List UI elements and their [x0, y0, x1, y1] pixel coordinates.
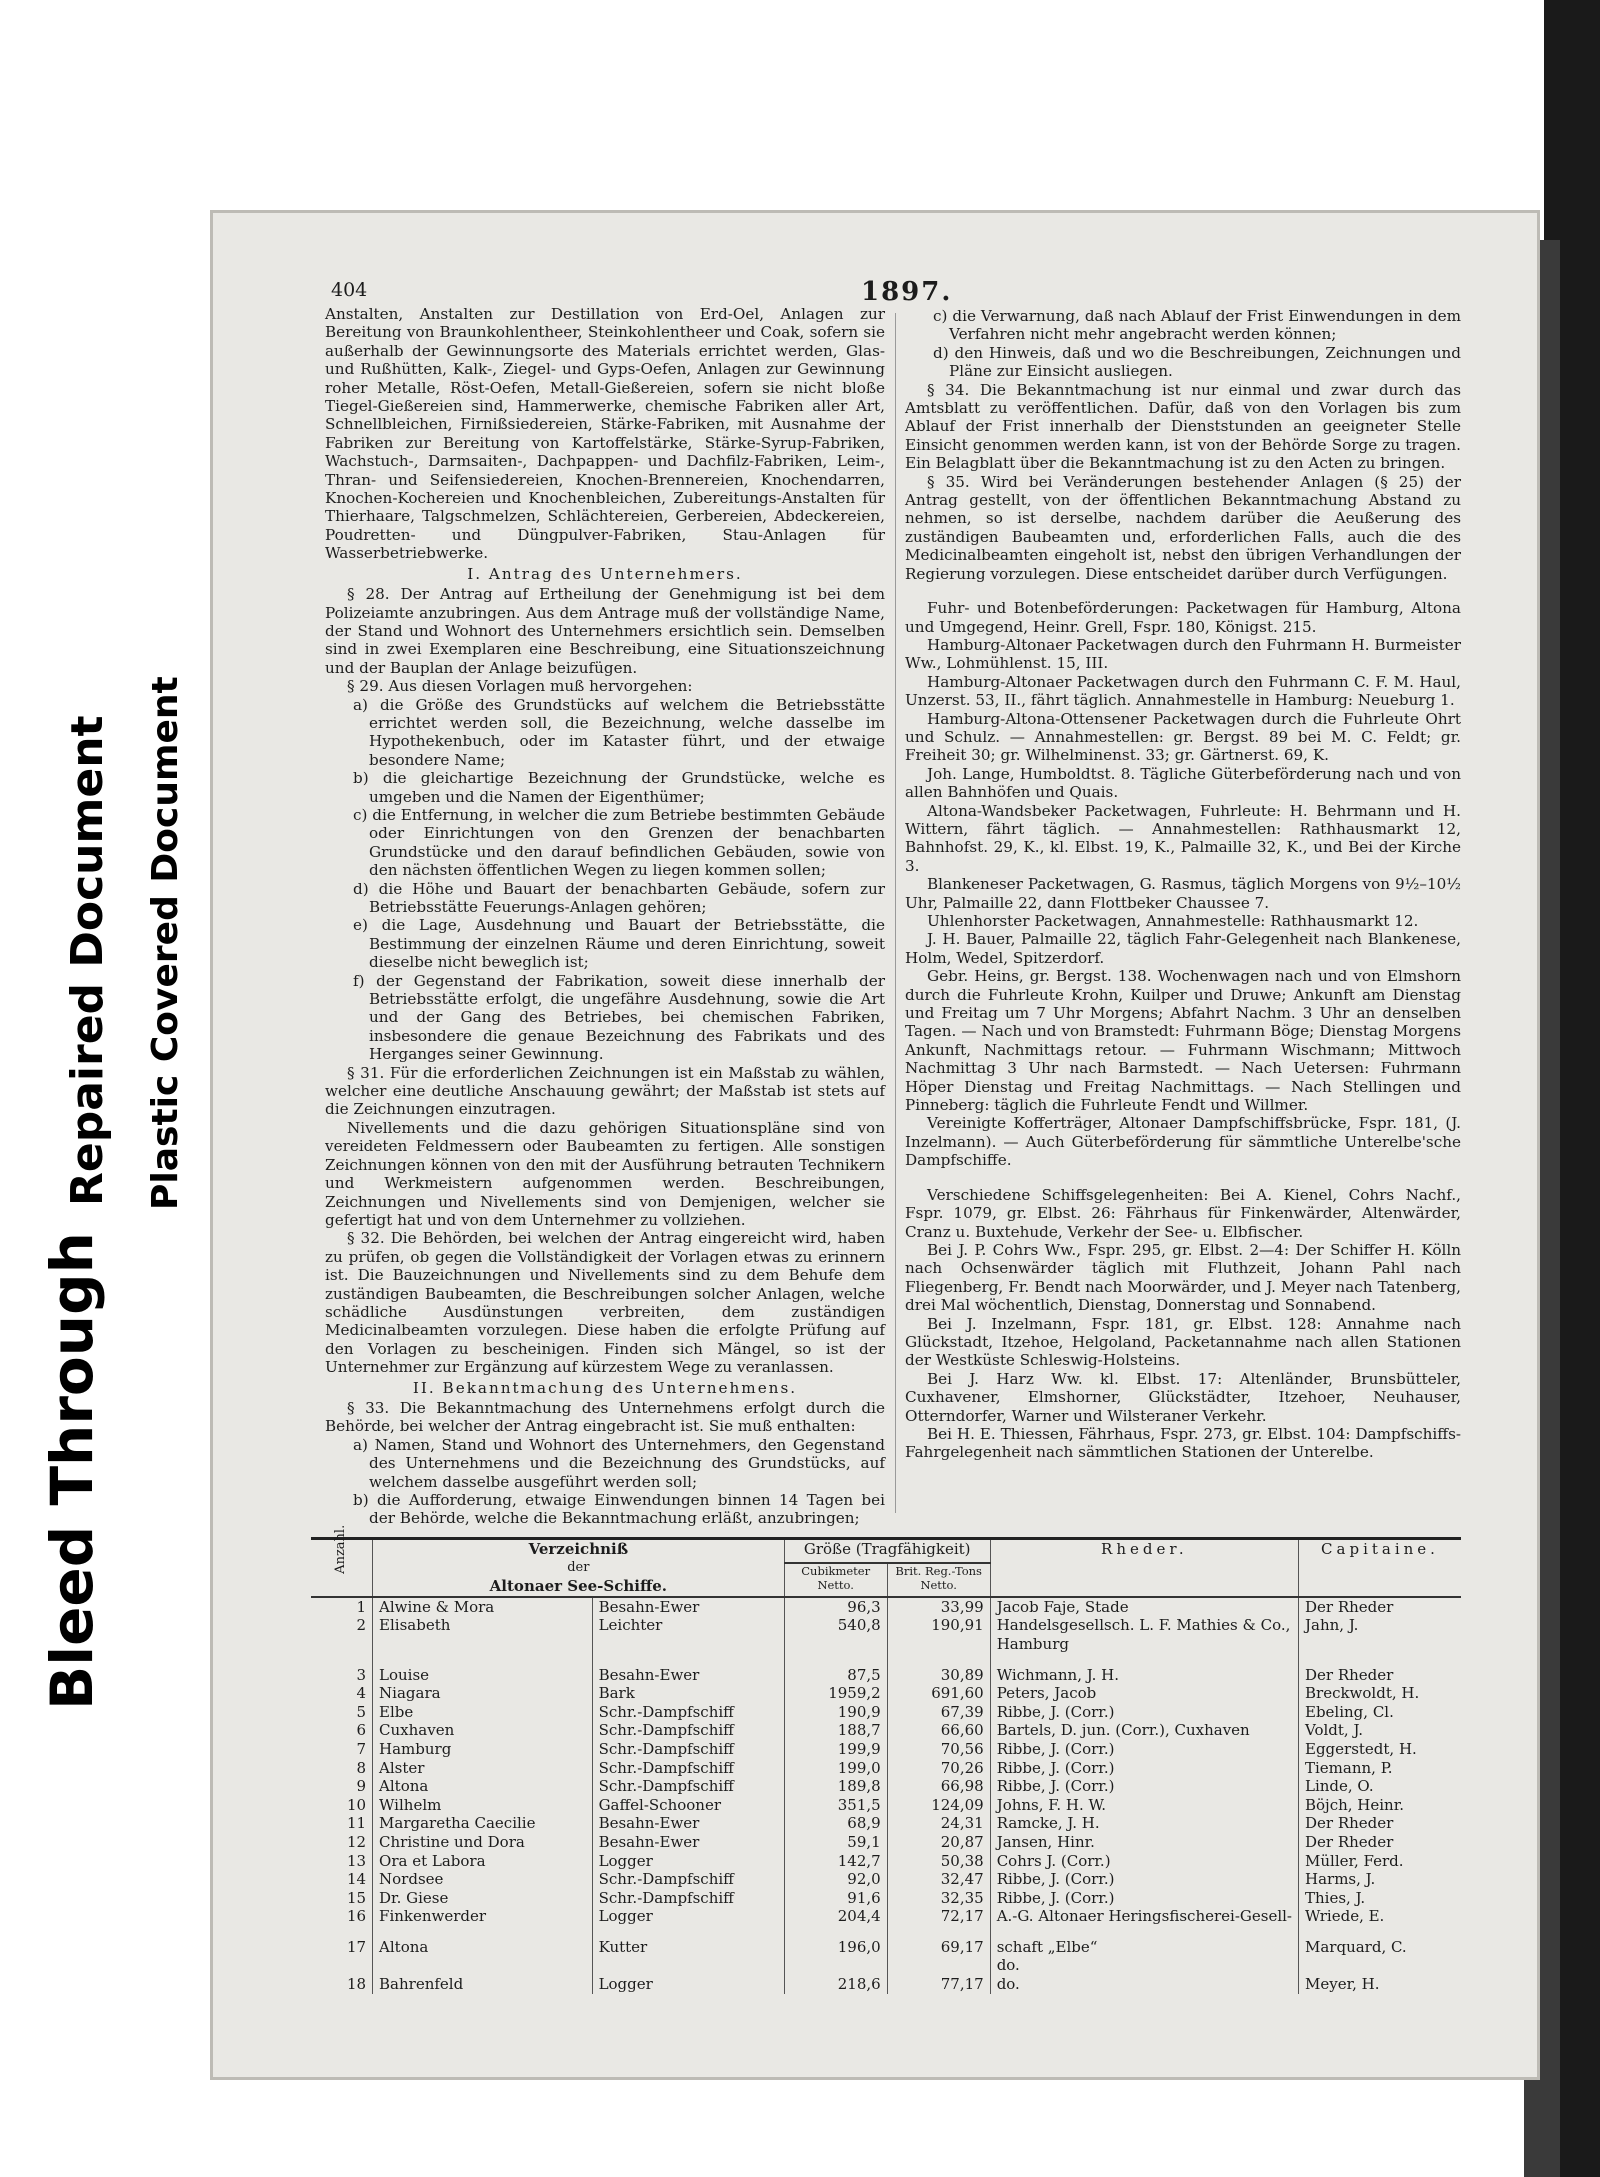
ship-name: Alster	[373, 1759, 593, 1778]
owner-name: Wichmann, J. H.	[990, 1654, 1298, 1685]
paragraph: § 28. Der Antrag auf Ertheilung der Genehmigung ist bei dem Polizeiamte anzubringen. Aus dem Antrage muß der vollständige Name, der Stand und Wohnort des Unternehmers ersichtlich sein. Demselben sind in zwei Exemplaren eine Beschreibung, eine Situationszeichnung und der Bauplan der Anlage beizufügen.	[325, 585, 885, 677]
paragraph: § 29. Aus diesen Vorlagen muß hervorgehen:	[347, 677, 693, 696]
table-row	[311, 1833, 1461, 1852]
tons-value: 33,99	[887, 1597, 990, 1617]
list-item: a) die Größe des Grundstücks auf welchem die Betriebsstätte errichtet werden soll, die Bezeichnung, welche dasselbe im Hypothekenbuch, oder im Kataster führt, und der etwaige besondere Name;	[353, 695, 885, 769]
ship-name: Hamburg	[373, 1740, 593, 1759]
transport-paragraph: Fuhr- und Botenbeförderungen: Packetwagen für Hamburg, Altona und Umgegend, Heinr. Grell, Fspr. 180, Königst. 215.	[905, 599, 1461, 636]
ship-name: Elbe	[373, 1703, 593, 1722]
owner-name-cont: Hamburg	[996, 1634, 1069, 1653]
header-registry-title: Verzeichniß der Altonaer See-Schiffe.	[373, 1539, 785, 1597]
ship-type: Logger	[592, 1975, 784, 1994]
captain-name: Linde, O.	[1299, 1777, 1462, 1796]
tons-value: 190,91	[887, 1616, 990, 1653]
ship-name: Finkenwerder	[373, 1907, 593, 1926]
cubic-value: 1959,2	[784, 1684, 887, 1703]
table-row	[311, 1721, 1461, 1740]
owner-name-cont: do.	[996, 1956, 1020, 1975]
list-item: c) die Verwarnung, daß nach Ablauf der Frist Einwendungen in dem Verfahren nicht mehr angebracht werden können;	[933, 307, 1461, 344]
table-row	[311, 1703, 1461, 1722]
table-row	[311, 1777, 1461, 1796]
cubic-value: 190,9	[784, 1703, 887, 1722]
tons-value: 66,60	[887, 1721, 990, 1740]
table-row	[311, 1796, 1461, 1815]
list-item: b) die Aufforderung, etwaige Einwendungen binnen 14 Tagen bei der Behörde, welche die Bekanntmachung erläßt, anzubringen;	[353, 1491, 885, 1528]
owner-name: A.-G. Altonaer Heringsfischerei-Gesell-	[990, 1907, 1298, 1926]
table-row	[311, 1852, 1461, 1871]
row-number: 3	[356, 1665, 367, 1684]
header-size: Größe (Tragfähigkeit)	[784, 1539, 990, 1563]
header-tons: Brit. Reg.-Tons Netto.	[887, 1563, 990, 1597]
owner-name: Johns, F. H. W.	[990, 1796, 1298, 1815]
row-number: 1	[356, 1597, 367, 1616]
captain-name: Meyer, H.	[1299, 1975, 1462, 1994]
list-item: a) Namen, Stand und Wohnort des Unternehmers, den Gegenstand des Unternehmens und die Bezeichnung des Grundstücks, auf welchem dasselbe ausgeführt werden soll;	[353, 1435, 885, 1491]
table-row	[311, 1654, 1461, 1685]
ship-name: Wilhelm	[373, 1796, 593, 1815]
row-number: 15	[346, 1888, 367, 1907]
owner-name: Ribbe, J. (Corr.)	[990, 1777, 1298, 1796]
section-heading: II. Bekanntmachung des Unternehmens.	[412, 1378, 798, 1397]
ship-paragraph: Bei J. P. Cohrs Ww., Fspr. 295, gr. Elbst. 2—4: Der Schiffer H. Kölln nach Ochsenwärder täglich mit Fluthzeit, Johann Pahl nach Fliegenberg, Fr. Bendt nach Moorwärder, und J. Meyer nach Tatenberg, drei Mal wöchentlich, Dienstag, Donnerstag und Sonnabend.	[905, 1240, 1461, 1315]
transport-paragraph: Hamburg-Altonaer Packetwagen durch den Fuhrmann C. F. M. Haul, Unzerst. 53, II., fährt täglich. Annahmestelle in Hamburg: Neueburg 1.	[905, 672, 1461, 710]
list-item: e) die Lage, Ausdehnung und Bauart der Betriebsstätte, die Bestimmung der einzelnen Räume und deren Einrichtung, soweit dieselbe nicht beweglich ist;	[353, 916, 885, 972]
ship-type: Besahn-Ewer	[592, 1597, 784, 1617]
transport-paragraph: Altona-Wandsbeker Packetwagen, Fuhrleute: H. Behrmann und H. Wittern, fährt täglich. — Annahmestellen: Rathhausmarkt 12, Bahnhofst. 29, K., kl. Elbst. 19, K., Palmaille 32, K., und Bei der Kirche 3.	[905, 801, 1461, 875]
ship-name: Margaretha Caecilie	[373, 1814, 593, 1833]
row-number: 10	[346, 1795, 367, 1814]
captain-name: Böjch, Heinr.	[1299, 1796, 1462, 1815]
tons-value: 66,98	[887, 1777, 990, 1796]
table-row	[311, 1616, 1461, 1653]
side-labels	[0, 0, 200, 2177]
document-page	[210, 210, 1540, 2080]
ship-name: Altona	[373, 1926, 593, 1975]
cubic-value: 199,0	[784, 1759, 887, 1778]
tons-value: 124,09	[887, 1796, 990, 1815]
left-column	[325, 305, 885, 1528]
ship-type: Schr.-Dampfschiff	[592, 1777, 784, 1796]
list-item: d) den Hinweis, daß und wo die Beschreibungen, Zeichnungen und Pläne zur Einsicht ausliegen.	[933, 343, 1461, 381]
ship-type: Schr.-Dampfschiff	[592, 1721, 784, 1740]
row-number: 13	[346, 1851, 367, 1870]
cubic-value: 96,3	[784, 1597, 887, 1617]
ship-name: Bahrenfeld	[373, 1975, 593, 1994]
cubic-value: 189,8	[784, 1777, 887, 1796]
captain-name: Der Rheder	[1299, 1833, 1462, 1852]
ship-name: Niagara	[373, 1684, 593, 1703]
ship-name: Ora et Labora	[373, 1852, 593, 1871]
row-number: 5	[356, 1702, 367, 1721]
transport-paragraph: Joh. Lange, Humboldtst. 8. Tägliche Güterbeförderung nach und von allen Bahnhöfen und Quais.	[905, 764, 1461, 802]
captain-name: Marquard, C.	[1299, 1926, 1462, 1975]
row-number: 18	[346, 1975, 367, 1994]
table-row	[311, 1759, 1461, 1778]
tons-value: 67,39	[887, 1703, 990, 1722]
paragraph: § 33. Die Bekanntmachung des Unternehmens erfolgt durch die Behörde, bei welcher der Antrag eingebracht ist. Sie muß enthalten:	[325, 1398, 885, 1436]
row-number: 7	[356, 1739, 367, 1758]
captain-name: Der Rheder	[1299, 1654, 1462, 1685]
ship-type: Schr.-Dampfschiff	[592, 1740, 784, 1759]
cubic-value: 92,0	[784, 1870, 887, 1889]
owner-name: Jansen, Hinr.	[990, 1833, 1298, 1852]
paragraph: § 35. Wird bei Veränderungen bestehender Anlagen (§ 25) der Antrag gestellt, von der öffentlichen Bekanntmachung Abstand zu nehmen, so ist derselbe, nachdem darüber die Aeußerung des zuständigen Baubeamten und, erforderlichen Falls, auch die des Medicinalbeamten eingeholt ist, nebst den übrigen Verhandlungen der Regierung vorzulegen. Diese entscheidet darüber durch Verfügungen.	[905, 472, 1461, 583]
captain-name: Voldt, J.	[1299, 1721, 1462, 1740]
header-owner: Rheder.	[990, 1539, 1298, 1597]
transport-paragraph: Blankeneser Packetwagen, G. Rasmus, täglich Morgens von 9½–10½ Uhr, Palmaille 22, dann Flottbeker Chaussee 7.	[905, 875, 1461, 912]
tons-value: 77,17	[887, 1975, 990, 1994]
cubic-value: 540,8	[784, 1616, 887, 1653]
header-captain: Capitaine.	[1299, 1539, 1462, 1597]
captain-name: Müller, Ferd.	[1299, 1852, 1462, 1871]
ship-name: Alwine & Mora	[373, 1597, 593, 1617]
owner-name: schaft „Elbe“ do.	[990, 1926, 1298, 1975]
list-item: c) die Entfernung, in welcher die zum Betriebe bestimmten Gebäude oder Einrichtungen von den Grenzen der benachbarten Grundstücke und den darauf befindlichen Gebäuden, sowie von den nächsten öffentlichen Wegen zu liegen kommen sollen;	[353, 805, 885, 880]
ship-name: Altona	[373, 1777, 593, 1796]
list-item: d) die Höhe und Bauart der benachbarten Gebäude, sofern zur Betriebsstätte Feuerungs-Anlagen gehören;	[353, 879, 885, 916]
tons-value: 69,17	[887, 1926, 990, 1975]
transport-paragraph: Vereinigte Kofferträger, Altonaer Dampfschiffsbrücke, Fspr. 181, (J. Inzelmann). — Auch Güterbeförderung für sämmtliche Unterelbe'sche Dampfschiffe.	[905, 1114, 1461, 1170]
tons-value: 30,89	[887, 1654, 990, 1685]
header-cubic: Cubikmeter Netto.	[784, 1563, 887, 1597]
paragraph: § 31. Für die erforderlichen Zeichnungen ist ein Maßstab zu wählen, welcher eine deutliche Anschauung gewährt; der Maßstab ist stets auf die Zeichnungen einzutragen.	[325, 1063, 885, 1119]
captain-name: Der Rheder	[1299, 1814, 1462, 1833]
right-column	[905, 307, 1461, 1462]
page-year: 1897.	[861, 277, 953, 307]
label-bleed-through: Bleed Through	[38, 1232, 106, 1710]
owner-name: Ribbe, J. (Corr.)	[990, 1870, 1298, 1889]
row-number: 14	[346, 1870, 367, 1889]
owner-name: Ribbe, J. (Corr.)	[990, 1703, 1298, 1722]
captain-name: Der Rheder	[1299, 1597, 1462, 1617]
cubic-value: 188,7	[784, 1721, 887, 1740]
cubic-value: 204,4	[784, 1907, 887, 1926]
ship-type: Besahn-Ewer	[592, 1814, 784, 1833]
row-number: 6	[356, 1721, 367, 1740]
ship-type: Schr.-Dampfschiff	[592, 1870, 784, 1889]
tons-value: 72,17	[887, 1907, 990, 1926]
tons-value: 691,60	[887, 1684, 990, 1703]
section-heading: I. Antrag des Unternehmers.	[467, 564, 743, 583]
cubic-value: 142,7	[784, 1852, 887, 1871]
captain-name: Eggerstedt, H.	[1299, 1740, 1462, 1759]
cubic-value: 196,0	[784, 1926, 887, 1975]
cubic-value: 68,9	[784, 1814, 887, 1833]
table-row	[311, 1926, 1461, 1975]
captain-name: Jahn, J.	[1299, 1616, 1462, 1653]
ship-name: Nordsee	[373, 1870, 593, 1889]
captain-name: Tiemann, P.	[1299, 1759, 1462, 1778]
transport-paragraph: Hamburg-Altonaer Packetwagen durch den Fuhrmann H. Burmeister Ww., Lohmühlenst. 15, III.	[905, 635, 1461, 673]
captain-name: Harms, J.	[1299, 1870, 1462, 1889]
ship-registry-table	[311, 1524, 1461, 1994]
list-item: f) der Gegenstand der Fabrikation, soweit diese innerhalb der Betriebsstätte erfolgt, die ungefähre Ausdehnung, sowie die Art und der Gang des Betriebes, bei chemischen Fabriken, insbesondere die genaue Bezeichnung des Fabrikats und des Herganges seiner Gewinnung.	[353, 971, 885, 1064]
table-row	[311, 1740, 1461, 1759]
ship-type: Besahn-Ewer	[592, 1654, 784, 1685]
table-row	[311, 1684, 1461, 1703]
ship-type: Bark	[592, 1684, 784, 1703]
owner-name: Ramcke, J. H.	[990, 1814, 1298, 1833]
tons-value: 50,38	[887, 1852, 990, 1871]
row-number: 8	[356, 1758, 367, 1777]
cubic-value: 91,6	[784, 1889, 887, 1908]
table-row	[311, 1870, 1461, 1889]
label-repaired-document: Repaired Document	[62, 715, 113, 1206]
cubic-value: 87,5	[784, 1654, 887, 1685]
table-row	[311, 1975, 1461, 1994]
tons-value: 32,47	[887, 1870, 990, 1889]
ship-paragraph: Bei J. Inzelmann, Fspr. 181, gr. Elbst. 128: Annahme nach Glückstadt, Itzehoe, Helgoland, Packetannahme nach allen Stationen der Westküste Schleswig-Holsteins.	[905, 1314, 1461, 1370]
tons-value: 32,35	[887, 1889, 990, 1908]
table-row	[311, 1907, 1461, 1926]
owner-name: Ribbe, J. (Corr.)	[990, 1759, 1298, 1778]
owner-name: Peters, Jacob	[990, 1684, 1298, 1703]
ship-type: Schr.-Dampfschiff	[592, 1889, 784, 1908]
transport-paragraph: Gebr. Heins, gr. Bergst. 138. Wochenwagen nach und von Elmshorn durch die Fuhrleute Krohn, Kuilper und Druwe; Ankunft am Dienstag und Freitag um 7 Uhr Morgens; Abfahrt Nachm. 3 Uhr an denselben Tagen. — Nach und von Bramstedt: Fuhrmann Böge; Dienstag Morgens Ankunft, Nachmittags retour. — Fuhrmann Wischmann; Mittwoch Nachmittag 3 Uhr nach Barmstedt. — Nach Uetersen: Fuhrmann Höper Dienstag und Freitag Nachmittags. — Nach Stellingen und Pinneberg: täglich die Fuhrleute Fendt und Willmer.	[905, 967, 1461, 1115]
owner-name: Ribbe, J. (Corr.)	[990, 1740, 1298, 1759]
captain-name: Ebeling, Cl.	[1299, 1703, 1462, 1722]
row-number: 16	[346, 1907, 367, 1926]
transport-paragraph: J. H. Bauer, Palmaille 22, täglich Fahr-Gelegenheit nach Blankenese, Holm, Wedel, Spitzerdorf.	[905, 930, 1461, 967]
transport-paragraph: Hamburg-Altona-Ottensener Packetwagen durch die Fuhrleute Ohrt und Schulz. — Annahmestellen: gr. Bergst. 89 bei M. C. Feldt; gr. Freiheit 30; gr. Wilhelminenst. 33; gr. Gärtnerst. 69, K.	[905, 709, 1461, 765]
cubic-value: 59,1	[784, 1833, 887, 1852]
paragraph: § 34. Die Bekanntmachung ist nur einmal und zwar durch das Amtsblatt zu veröffentlichen. Dafür, daß von den Vorlagen bis zum Ablauf der Frist innerhalb der Dienststunden an geeigneter Stelle Einsicht genommen werden kann, ist von der Behörde Sorge zu tragen. Ein Belagblatt über die Bekanntmachung ist zu den Acten zu bringen.	[905, 380, 1461, 473]
cubic-value: 218,6	[784, 1975, 887, 1994]
owner-name: Ribbe, J. (Corr.)	[990, 1889, 1298, 1908]
owner-name: Cohrs J. (Corr.)	[990, 1852, 1298, 1871]
transport-paragraph: Uhlenhorster Packetwagen, Annahmestelle: Rathhausmarkt 12.	[927, 912, 1419, 930]
ship-type: Gaffel-Schooner	[592, 1796, 784, 1815]
column-divider	[895, 313, 896, 1513]
ship-name: Cuxhaven	[373, 1721, 593, 1740]
cubic-value: 351,5	[784, 1796, 887, 1815]
row-number: 9	[356, 1777, 367, 1796]
captain-name: Wriede, E.	[1299, 1907, 1462, 1926]
row-number: 12	[346, 1832, 367, 1851]
ship-paragraph: Verschiedene Schiffsgelegenheiten: Bei A. Kienel, Cohrs Nachf., Fspr. 1079, gr. Elbst. 26: Fährhaus für Finkenwärder, Altenwärder, Cranz u. Buxtehude, Verkehr der See- u. Elbfischer.	[905, 1185, 1461, 1241]
cubic-value: 199,9	[784, 1740, 887, 1759]
captain-name: Thies, J.	[1299, 1889, 1462, 1908]
ship-type: Besahn-Ewer	[592, 1833, 784, 1852]
ship-name: Elisabeth	[373, 1616, 593, 1653]
tons-value: 70,56	[887, 1740, 990, 1759]
table-row	[311, 1597, 1461, 1617]
tons-value: 70,26	[887, 1759, 990, 1778]
owner-name: Handelsgesellsch. L. F. Mathies & Co., Hamburg	[990, 1616, 1298, 1653]
owner-name: do.	[990, 1975, 1298, 1994]
ship-type: Leichter	[592, 1616, 784, 1653]
ship-type: Logger	[592, 1852, 784, 1871]
paragraph: Anstalten, Anstalten zur Destillation von Erd-Oel, Anlagen zur Bereitung von Braunkohlentheer, Steinkohlentheer und Coak, sofern sie außerhalb der Gewinnungsorte des Materials errichtet werden, Glas- und Rußhütten, Kalk-, Ziegel- und Gyps-Oefen, Anlagen zur Gewinnung roher Metalle, Röst-Oefen, Metall-Gießereien, sofern sie nicht bloße Tiegel-Gießereien sind, Hammerwerke, chemische Fabriken aller Art, Schnellbleichen, Firnißsiedereien, Stärke-Fabriken, mit Ausnahme der Fabriken zur Bereitung von Kartoffelstärke, Stärke-Syrup-Fabriken, Wachstuch-, Darmsaiten-, Dachpappen- und Dachfilz-Fabriken, Leim-, Thran- und Seifensiedereien, Knochen-Brennereien, Knochendarren, Knochen-Kochereien und Knochenbleichen, Zubereitungs-Anstalten für Thierhaare, Talgschmelzen, Schlächtereien, Gerbereien, Abdeckereien, Poudretten- und Düngpulver-Fabriken, Stau-Anlagen für Wasserbetriebwerke.	[325, 305, 885, 563]
table-row	[311, 1814, 1461, 1833]
ship-name: Christine und Dora	[373, 1833, 593, 1852]
ship-type: Schr.-Dampfschiff	[592, 1703, 784, 1722]
row-number: 2	[356, 1616, 367, 1635]
row-number: 4	[356, 1684, 367, 1703]
tons-value: 24,31	[887, 1814, 990, 1833]
ship-paragraph: Bei H. E. Thiessen, Fährhaus, Fspr. 273, gr. Elbst. 104: Dampfschiffs-Fahrgelegenheit nach sämmtlichen Stationen der Unterelbe.	[905, 1424, 1461, 1462]
ship-type: Kutter	[592, 1926, 784, 1975]
ship-type: Schr.-Dampfschiff	[592, 1759, 784, 1778]
page-number: 404	[331, 279, 368, 301]
label-plastic-covered: Plastic Covered Document	[145, 676, 186, 1210]
owner-name: Jacob Faje, Stade	[990, 1597, 1298, 1617]
paragraph: § 32. Die Behörden, bei welchen der Antrag eingereicht wird, haben zu prüfen, ob gegen die Vollständigkeit der Vorlagen etwas zu erinnern ist. Die Bauzeichnungen und Nivellements sind zu dem Behufe dem zuständigen Baubeamten, die Beschreibungen solcher Anlagen, welche schädliche Ausdünstungen verbreiten, dem zuständigen Medicinalbeamten vorzulegen. Diese haben die erfolgte Prüfung auf den Vorlagen zu bescheinigen. Finden sich Mängel, so ist der Unternehmer zur Ergänzung auf kürzestem Wege zu veranlassen.	[325, 1229, 885, 1377]
captain-name: Breckwoldt, H.	[1299, 1684, 1462, 1703]
ship-type: Logger	[592, 1907, 784, 1926]
owner-name: Bartels, D. jun. (Corr.), Cuxhaven	[990, 1721, 1298, 1740]
ship-paragraph: Bei J. Harz Ww. kl. Elbst. 17: Altenländer, Brunsbütteler, Cuxhavener, Elmshorner, Glückstädter, Itzehoer, Neuhauser, Otterndorfer, Warner und Wilsteraner Verkehr.	[905, 1369, 1461, 1425]
row-number: 11	[346, 1814, 367, 1833]
header-anzahl: Anzahl.	[311, 1539, 373, 1597]
table-row	[311, 1889, 1461, 1908]
list-item: b) die gleichartige Bezeichnung der Grundstücke, welche es umgeben und die Namen der Eigenthümer;	[353, 769, 885, 806]
row-number: 17	[346, 1937, 367, 1956]
ship-name: Louise	[373, 1654, 593, 1685]
tons-value: 20,87	[887, 1833, 990, 1852]
paragraph: Nivellements und die dazu gehörigen Situationspläne sind von vereideten Feldmessern oder Baubeamten zu fertigen. Alle sonstigen Zeichnungen können von den mit der Ausführung betrauten Technikern und Werkmeistern aufgenommen werden. Beschreibungen, Zeichnungen und Nivellements sind von Demjenigen, welcher sie gefertigt hat und von dem Unternehmer zu vollziehen.	[325, 1118, 885, 1229]
ship-name: Dr. Giese	[373, 1889, 593, 1908]
